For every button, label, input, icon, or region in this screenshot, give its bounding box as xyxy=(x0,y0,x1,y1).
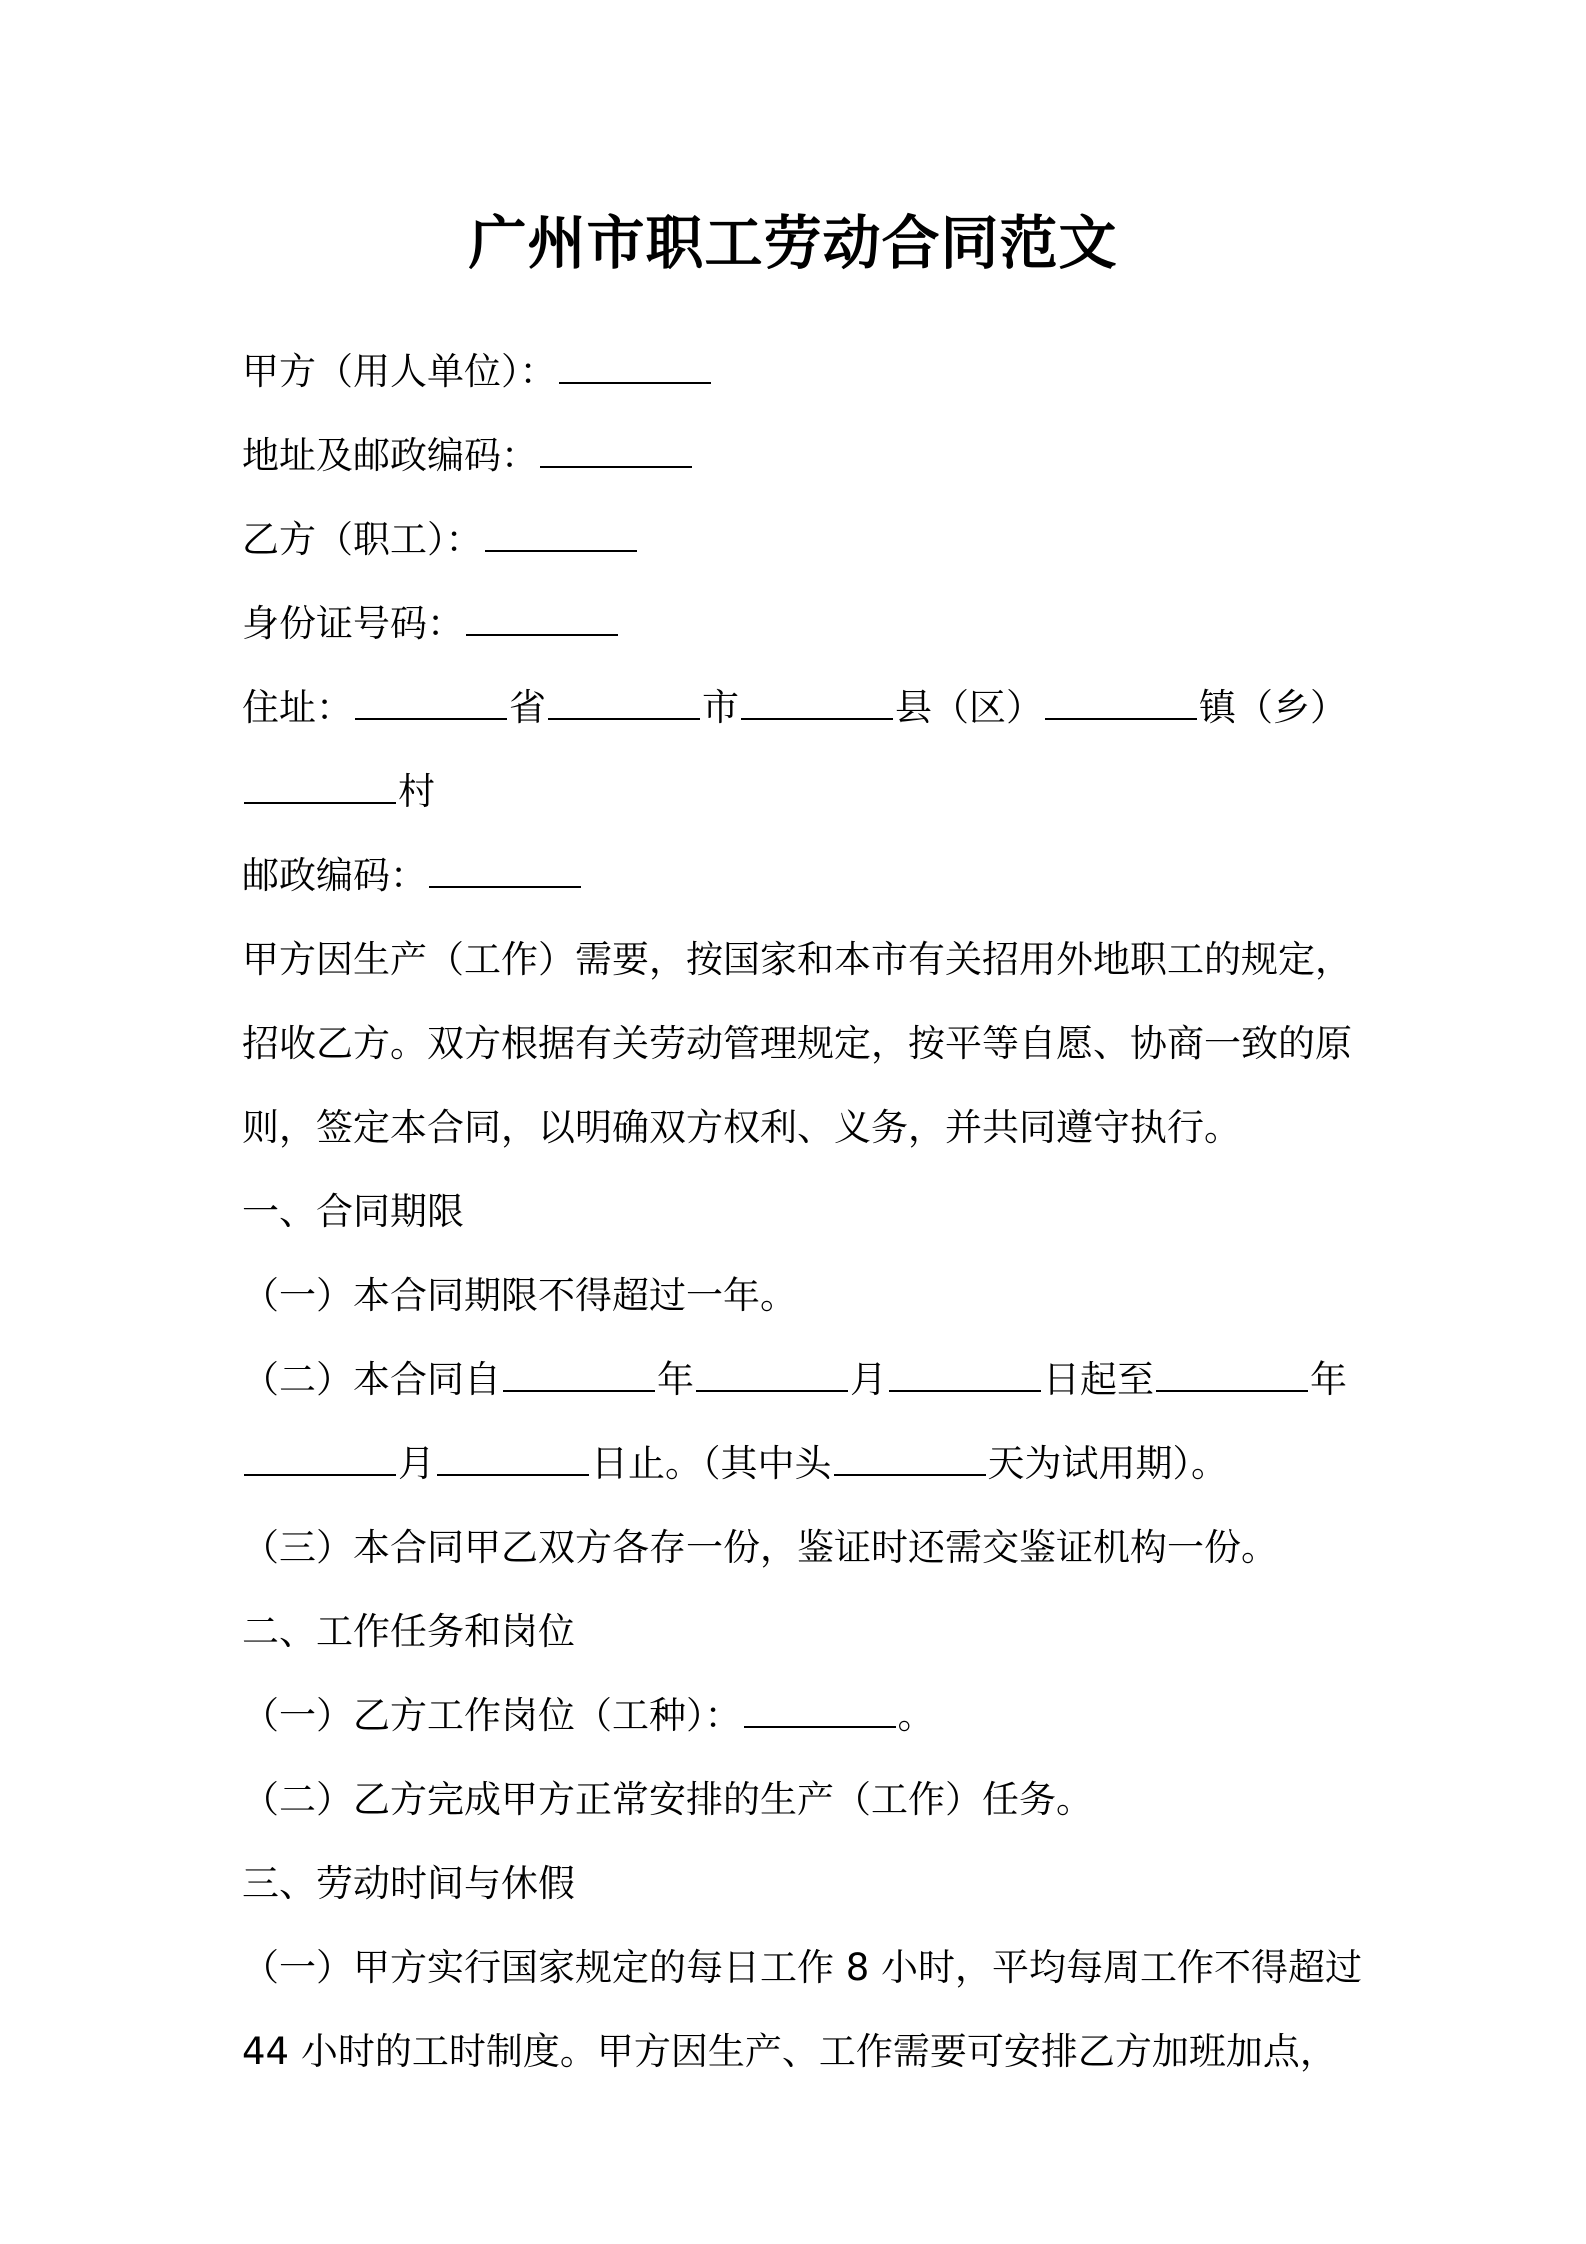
fill-in-blank xyxy=(540,465,692,468)
document-line xyxy=(242,1422,1362,1506)
document-line xyxy=(242,330,1362,414)
line-text: 月 xyxy=(398,1442,435,1485)
line-text: 44 小时的工时制度。甲方因生产、工作需要可安排乙方加班加点， xyxy=(242,2030,1337,2073)
document-title: 广州市职工劳动合同范文 xyxy=(468,209,1118,277)
line-text: 地址及邮政编码： xyxy=(242,434,538,477)
document-line xyxy=(242,1926,1362,2010)
line-text: 天为试用期）。 xyxy=(987,1442,1228,1485)
line-text: （一）乙方工作岗位（工种）： xyxy=(242,1694,742,1737)
line-text: 省 xyxy=(509,686,546,729)
line-text: 镇（乡） xyxy=(1199,686,1347,729)
document-line xyxy=(242,750,1362,834)
document-line xyxy=(242,834,1362,918)
line-text: 招收乙方。双方根据有关劳动管理规定，按平等自愿、协商一致的原 xyxy=(242,1022,1352,1065)
line-text: 日止。（其中头 xyxy=(591,1442,832,1485)
line-text: 身份证号码： xyxy=(242,602,464,645)
line-text: （二）本合同自 xyxy=(242,1358,501,1401)
line-text: （二）乙方完成甲方正常安排的生产（工作）任务。 xyxy=(242,1778,1093,1821)
fill-in-blank xyxy=(559,381,711,384)
line-text: 住址： xyxy=(242,686,353,729)
fill-in-blank xyxy=(485,549,637,552)
line-text: 三、劳动时间与休假 xyxy=(242,1862,575,1905)
fill-in-blank xyxy=(503,1389,655,1392)
line-text: 日起至 xyxy=(1043,1358,1154,1401)
fill-in-blank xyxy=(244,1473,396,1476)
line-text: 一、合同期限 xyxy=(242,1190,464,1233)
fill-in-blank xyxy=(1156,1389,1308,1392)
line-text: 村 xyxy=(398,770,435,813)
line-text: 。 xyxy=(897,1694,935,1737)
document-line xyxy=(242,1170,1362,1254)
document-line xyxy=(242,918,1362,1002)
document-body xyxy=(242,330,1362,2094)
line-text: （一）甲方实行国家规定的每日工作 8 小时，平均每周工作不得超过 xyxy=(242,1946,1363,1989)
line-text: 甲方因生产（工作）需要，按国家和本市有关招用外地职工的规定， xyxy=(242,938,1352,981)
fill-in-blank xyxy=(437,1473,589,1476)
line-text: 市 xyxy=(702,686,739,729)
fill-in-blank xyxy=(355,717,507,720)
line-text: 年 xyxy=(1310,1358,1347,1401)
document-line xyxy=(242,582,1362,666)
document-line xyxy=(242,666,1362,750)
line-text: 乙方（职工）： xyxy=(242,518,483,561)
document-line xyxy=(242,1758,1362,1842)
fill-in-blank xyxy=(834,1473,986,1476)
line-text: （三）本合同甲乙双方各存一份，鉴证时还需交鉴证机构一份。 xyxy=(242,1526,1278,1569)
document-line xyxy=(242,1002,1362,1086)
fill-in-blank xyxy=(744,1725,896,1728)
fill-in-blank xyxy=(696,1389,848,1392)
document-line xyxy=(242,1338,1362,1422)
document-line xyxy=(242,1254,1362,1338)
line-text: 邮政编码： xyxy=(242,854,427,897)
line-text: 月 xyxy=(850,1358,887,1401)
document-line xyxy=(242,1842,1362,1926)
document-line xyxy=(242,2010,1362,2094)
line-text: 二、工作任务和岗位 xyxy=(242,1610,575,1653)
fill-in-blank xyxy=(1045,717,1197,720)
document-line xyxy=(242,1590,1362,1674)
line-text: 县（区） xyxy=(895,686,1043,729)
document-line xyxy=(242,1506,1362,1590)
document-line xyxy=(242,1674,1362,1758)
line-text: （一）本合同期限不得超过一年。 xyxy=(242,1274,797,1317)
document-line xyxy=(242,498,1362,582)
fill-in-blank xyxy=(466,633,618,636)
fill-in-blank xyxy=(889,1389,1041,1392)
fill-in-blank xyxy=(741,717,893,720)
fill-in-blank xyxy=(244,801,396,804)
document-line xyxy=(242,414,1362,498)
line-text: 甲方（用人单位）： xyxy=(242,350,557,393)
line-text: 年 xyxy=(657,1358,694,1401)
fill-in-blank xyxy=(429,885,581,888)
line-text: 则，签定本合同，以明确双方权利、义务，并共同遵守执行。 xyxy=(242,1106,1241,1149)
document-line xyxy=(242,1086,1362,1170)
fill-in-blank xyxy=(548,717,700,720)
